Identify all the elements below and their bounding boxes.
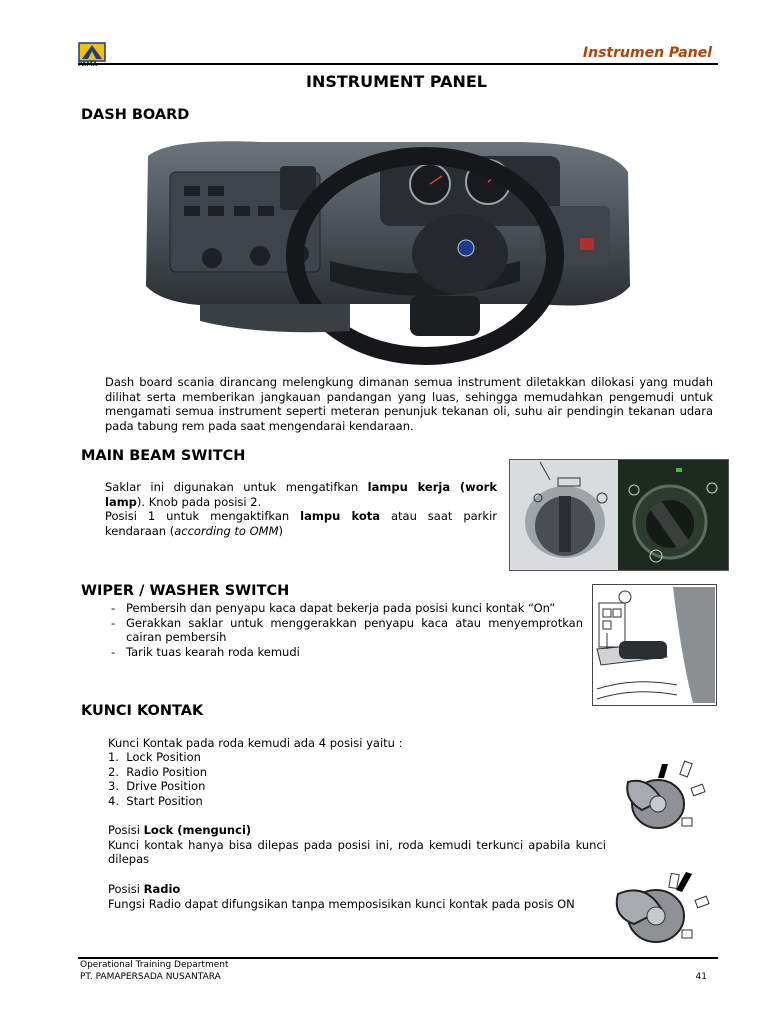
wiper-list-wrap	[105, 601, 583, 660]
list-item: 4. Start Position	[108, 794, 203, 809]
kunci-intro: Kunci Kontak pada roda kemudi ada 4 posisi yaitu :	[108, 736, 403, 750]
lock-bold: Lock (mengunci)	[143, 823, 252, 837]
kunci-positions-wrap	[108, 750, 408, 809]
page-title: INSTRUMENT PANEL	[306, 72, 487, 91]
wiper-heading: WIPER / WASHER SWITCH	[81, 583, 290, 599]
header-rule	[78, 63, 718, 65]
main-beam-p2-a: Posisi 1 untuk mengaktifkan	[105, 509, 301, 524]
running-title: Instrumen Panel	[582, 45, 712, 61]
list-item: - Pembersih dan penyapu kaca dapat bekerja pada posisi kunci kontak “On”	[105, 601, 583, 616]
main-beam-text	[105, 480, 497, 539]
list-item: 2. Radio Position	[108, 764, 208, 779]
page-number: 41	[695, 972, 707, 982]
radio-label: Posisi	[108, 882, 144, 896]
main-beam-p2-b: atau saat parkir kendaraan (	[105, 509, 497, 539]
lock-position-text	[108, 823, 606, 867]
company-logo	[78, 42, 108, 70]
dash-board-heading: DASH BOARD	[81, 107, 190, 123]
radio-bold: Radio	[143, 882, 181, 896]
kunci-heading: KUNCI KONTAK	[81, 703, 204, 719]
ignition-key-lock-icon	[618, 760, 710, 832]
main-beam-p2-italic: according to OMM	[174, 524, 279, 539]
list-item: - Tarik tuas kearah roda kemudi	[105, 645, 583, 660]
main-beam-switch-photo	[509, 459, 729, 571]
main-beam-p1-b: ). Knob pada posisi 2.	[136, 494, 262, 509]
footer-rule	[78, 957, 718, 959]
dash-board-description: Dash board scania dirancang melengkung dimanan semua instrument diletakkan dilokasi yang mudah dilihat serta memberikan jangkauan pandangan yang luas, sehingga memudahkan pengemudi untuk mengamati semua instrument seperti meteran penunjuk tekanan oli, suhu air pendingin tekanan udara pada tabung rem pada saat mengendarai kendaraan.	[105, 375, 713, 434]
dashboard-photo	[140, 136, 634, 370]
ignition-key-radio-icon	[612, 868, 716, 948]
main-beam-p1-a: Saklar ini digunakan untuk mengatifkan	[105, 480, 368, 494]
list-item: 3. Drive Position	[108, 779, 206, 794]
radio-position-text	[108, 882, 606, 911]
main-beam-p2-bold: lampu kota	[300, 509, 381, 524]
lock-label: Posisi	[108, 823, 144, 837]
footer-department: Operational Training Department	[80, 960, 229, 970]
radio-description: Fungsi Radio dapat difungsikan tanpa memposisikan kunci kontak pada posis ON	[108, 896, 575, 911]
wiper-switch-illustration	[592, 584, 717, 706]
main-beam-heading: MAIN BEAM SWITCH	[81, 448, 246, 464]
list-item: - Gerakkan saklar untuk menggerakkan penyapu kaca atau menyemprotkan cairan pembersih	[105, 616, 583, 645]
kunci-positions	[108, 750, 408, 809]
list-item: 1. Lock Position	[108, 750, 201, 764]
main-beam-p1-bold: lampu kerja (work lamp	[105, 480, 498, 509]
footer-company: PT. PAMAPERSADA NUSANTARA	[80, 972, 221, 982]
wiper-list	[105, 601, 583, 660]
main-beam-p2-c: )	[278, 524, 284, 539]
lock-description: Kunci kontak hanya bisa dilepas pada posisi ini, roda kemudi terkunci apabila kunci dilepas	[108, 837, 606, 867]
